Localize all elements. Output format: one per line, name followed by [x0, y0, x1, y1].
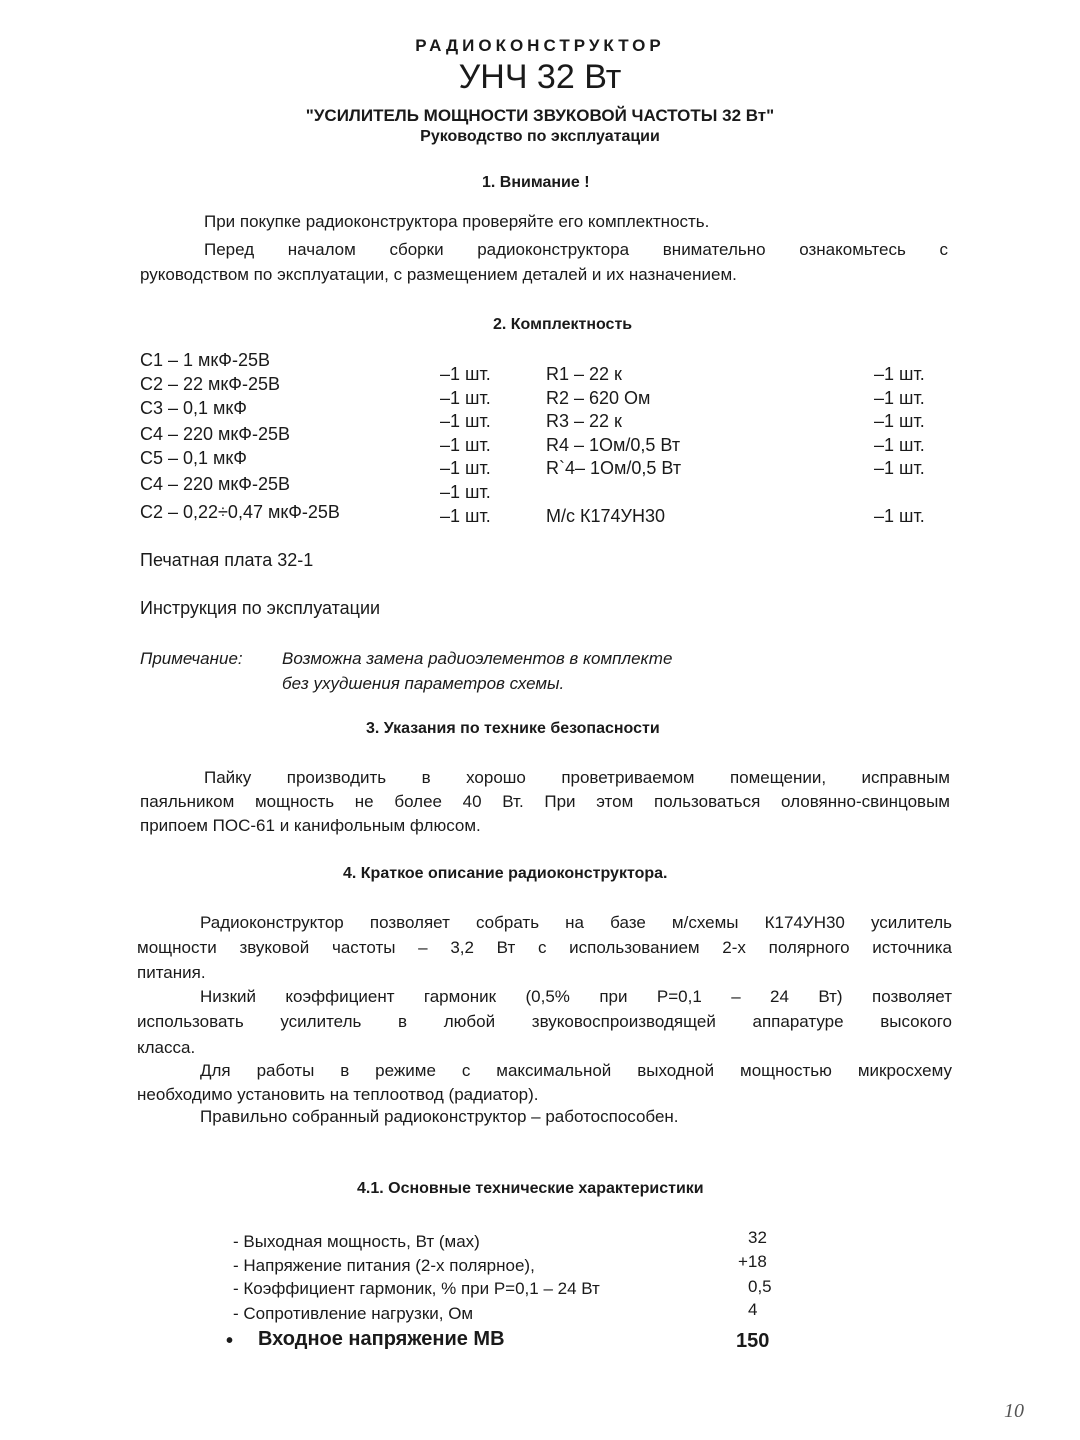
section-4-paragraph-line: Радиоконструктор позволяет собрать на базе м/схемы К174УН30 усилитель [200, 913, 952, 932]
section-3-line-3: припоем ПОС-61 и канифольным флюсом. [140, 816, 481, 835]
kit-item-qty: –1 шт. [440, 482, 491, 502]
spec-label: - Выходная мощность, Вт (мах) [233, 1232, 480, 1251]
kit-item-qty: –1 шт. [440, 411, 491, 431]
kit-item-name: C4 – 220 мкФ-25В [140, 474, 291, 494]
spec-value: 0,5 [748, 1277, 772, 1296]
kit-label: РАДИОКОНСТРУКТОР [415, 36, 665, 55]
kit-item-qty: –1 шт. [440, 458, 491, 478]
section-2-title: 2. Комплектность [493, 316, 633, 333]
section-4-paragraph-line: использовать усилитель в любой звуковоспроизводящей аппаратуре высокого [137, 1012, 952, 1031]
pcb-item: Печатная плата 32-1 [140, 550, 314, 570]
section-4-paragraph-line: класса. [137, 1038, 196, 1057]
section-1-line-2: Перед началом сборки радиоконструктора внимательно ознакомьтесь с [204, 240, 948, 259]
bullet-icon: • [226, 1330, 234, 1352]
spec-value: +18 [738, 1252, 767, 1271]
section-3-title: 3. Указания по технике безопасности [366, 720, 660, 737]
section-4-paragraph-line: Для работы в режиме с максимальной выходной мощностью микросхему [200, 1061, 952, 1080]
section-1-line-3: руководством по эксплуатации, с размещением деталей и их назначением. [140, 265, 737, 284]
kit-item-name: М/с К174УН30 [546, 506, 665, 526]
section-4-paragraph-line: Низкий коэффициент гармоник (0,5% при Р=0,1 – 24 Вт) позволяет [200, 987, 952, 1006]
spec-value-input-voltage: 150 [736, 1330, 770, 1352]
spec-label: - Сопротивление нагрузки, Ом [233, 1304, 474, 1323]
kit-item-qty: –1 шт. [874, 411, 925, 431]
kit-item-name: C2 – 0,22÷0,47 мкФ-25В [140, 502, 340, 522]
kit-item-name: R2 – 620 Ом [546, 388, 651, 408]
manual-title: Руководство по эксплуатации [420, 128, 660, 145]
kit-item-name: R`4– 1Ом/0,5 Вт [546, 458, 682, 478]
section-4-paragraph-line: мощности звуковой частоты – 3,2 Вт с использованием 2-х полярного источника [137, 938, 952, 957]
kit-item-name: C4 – 220 мкФ-25В [140, 424, 291, 444]
kit-item-name: C5 – 0,1 мкФ [140, 448, 247, 468]
kit-item-name: R1 – 22 к [546, 364, 622, 384]
section-1-line-1: При покупке радиоконструктора проверяйте его комплектность. [204, 212, 710, 231]
kit-item-name: C1 – 1 мкФ-25В [140, 350, 270, 370]
section-3-line-1: Пайку производить в хорошо проветриваемом помещении, исправным [204, 768, 950, 787]
spec-value: 4 [748, 1300, 758, 1319]
kit-item-qty: –1 шт. [440, 388, 491, 408]
note-line-1: Возможна замена радиоэлементов в комплекте [282, 649, 673, 668]
kit-item-qty: –1 шт. [874, 364, 925, 384]
spec-label: - Коэффициент гармоник, % при Р=0,1 – 24 Вт [233, 1279, 600, 1298]
kit-item-qty: –1 шт. [874, 435, 925, 455]
manual-item: Инструкция по эксплуатации [140, 598, 381, 618]
kit-item-name: R4 – 1Ом/0,5 Вт [546, 435, 681, 455]
kit-item-qty: –1 шт. [874, 458, 925, 478]
section-4-1-title: 4.1. Основные технические характеристики [357, 1180, 704, 1197]
section-4-paragraph-line: питания. [137, 963, 206, 982]
page-number: 10 [1004, 1400, 1024, 1422]
spec-label: - Напряжение питания (2-х полярное), [233, 1256, 535, 1275]
kit-item-qty: –1 шт. [440, 364, 491, 384]
model-title: УНЧ 32 Вт [458, 58, 622, 96]
kit-item-qty: –1 шт. [874, 506, 925, 526]
section-1-title: 1. Внимание ! [482, 174, 590, 191]
section-4-paragraph-line: Правильно собранный радиоконструктор – работоспособен. [200, 1107, 679, 1126]
section-4-title: 4. Краткое описание радиоконструктора. [343, 865, 668, 882]
kit-item-qty: –1 шт. [440, 506, 491, 526]
note-label: Примечание: [140, 649, 243, 668]
kit-item-qty: –1 шт. [874, 388, 925, 408]
subtitle: "УСИЛИТЕЛЬ МОЩНОСТИ ЗВУКОВОЙ ЧАСТОТЫ 32 Вт" [305, 106, 775, 125]
kit-item-qty: –1 шт. [440, 435, 491, 455]
note-line-2: без ухудшения параметров схемы. [282, 674, 565, 693]
section-4-paragraph-line: необходимо установить на теплоотвод (радиатор). [137, 1085, 539, 1104]
kit-item-name: R3 – 22 к [546, 411, 622, 431]
kit-item-name: C3 – 0,1 мкФ [140, 398, 247, 418]
section-3-line-2: паяльником мощность не более 40 Вт. При этом пользоваться оловянно-свинцовым [140, 792, 950, 811]
spec-label-input-voltage: Входное напряжение МВ [258, 1328, 505, 1350]
spec-value: 32 [748, 1228, 767, 1247]
kit-item-name: C2 – 22 мкФ-25В [140, 374, 281, 394]
